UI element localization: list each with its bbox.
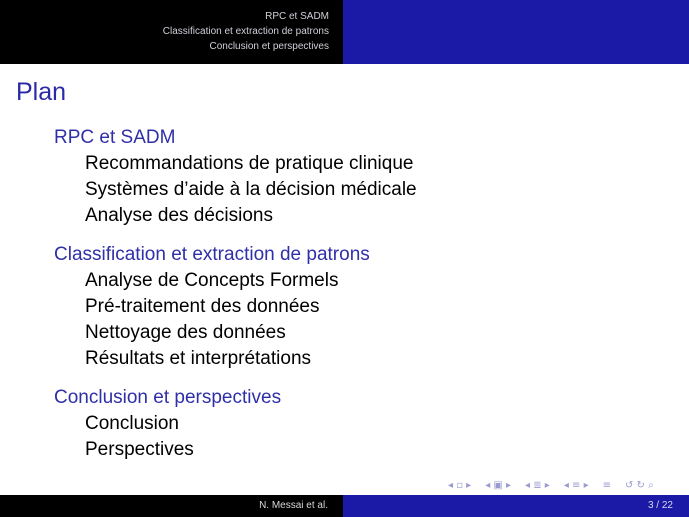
footer-bar — [0, 495, 689, 517]
header-section-link-2[interactable]: Classification et extraction de patrons — [162, 26, 329, 37]
toc-subsection[interactable]: Pré-traitement des données — [85, 296, 320, 317]
header-section-link-1[interactable]: RPC et SADM — [265, 11, 329, 22]
section-navigation — [0, 0, 343, 64]
nav-frame-icon[interactable]: ◂ ▣ ▸ — [485, 479, 512, 491]
footer-author: N. Messai et al. — [0, 495, 343, 517]
toc-section — [54, 125, 417, 229]
toc-section — [54, 385, 417, 463]
toc-subsection[interactable]: Résultats et interprétations — [85, 348, 312, 369]
page-counter: 3 / 22 — [343, 495, 689, 517]
toc-subsection[interactable]: Recommandations de pratique clinique — [85, 153, 414, 174]
header-bar — [0, 0, 689, 64]
nav-subsection-icon[interactable]: ◂ ≣ ▸ — [525, 479, 550, 491]
frame-title: Plan — [16, 78, 67, 106]
nav-search-icon[interactable]: ↺ ↻ ⌕ — [625, 479, 654, 491]
nav-first-icon[interactable]: ◂ ▫ ▸ — [448, 479, 472, 491]
toc-section-title[interactable]: Conclusion et perspectives — [54, 387, 282, 408]
toc-subsection[interactable]: Analyse des décisions — [85, 205, 273, 226]
toc-subsection[interactable]: Nettoyage des données — [85, 322, 286, 343]
navigation-symbols — [448, 478, 654, 492]
toc-section-title[interactable]: RPC et SADM — [54, 127, 176, 148]
header-section-link-3[interactable]: Conclusion et perspectives — [209, 41, 329, 52]
toc-subsection[interactable]: Perspectives — [85, 439, 194, 460]
nav-align-icon[interactable]: ≡ — [602, 479, 611, 491]
toc-section-title[interactable]: Classification et extraction de patrons — [54, 244, 370, 265]
toc-subsection[interactable]: Conclusion — [85, 413, 179, 434]
toc-subsection[interactable]: Analyse de Concepts Formels — [85, 270, 339, 291]
toc-section — [54, 242, 417, 372]
nav-section-icon[interactable]: ◂ ≡ ▸ — [563, 479, 589, 491]
toc-subsection[interactable]: Systèmes d’aide à la décision médicale — [85, 179, 417, 200]
header-accent-band — [343, 0, 689, 64]
table-of-contents — [54, 125, 417, 476]
